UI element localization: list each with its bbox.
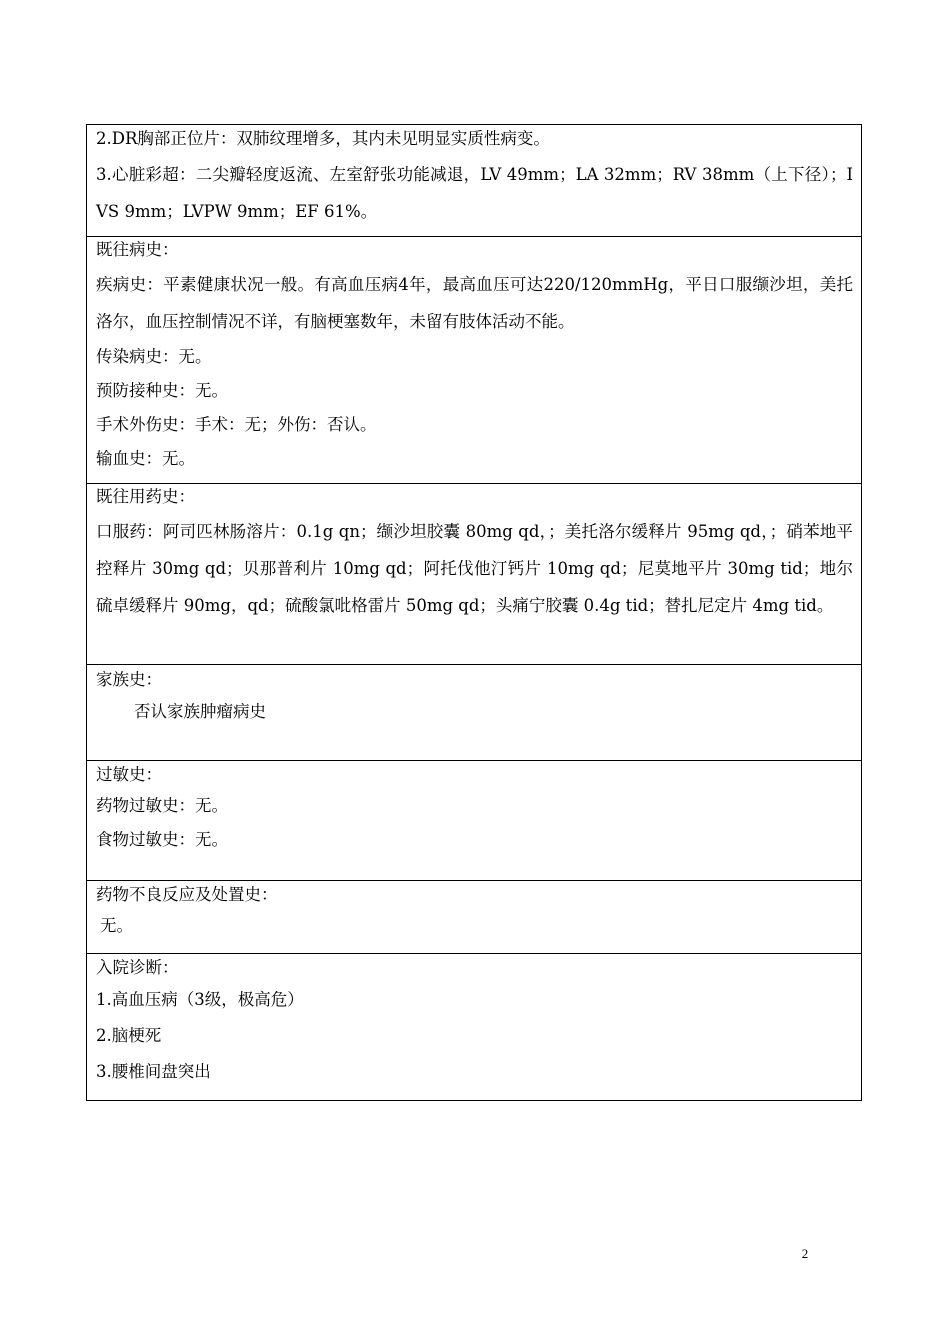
- family-history-title: 家族史：: [96, 670, 162, 689]
- food-allergy-history: 食物过敏史：无。: [96, 830, 228, 849]
- adverse-reaction-section: [87, 880, 861, 953]
- oral-medication-list: 口服药：阿司匹林肠溶片：0.1g qn；缬沙坦胶囊 80mg qd，；美托洛尔缓释片 95mg qd，；硝苯地平控释片 30mg qd；贝那普利片 10mg qd；阿托伐他汀钙片 10mg qd；尼莫地平片 30mg tid；地尔硫卓缓释片 90mg，qd；硫酸氯吡格雷片 50mg qd；头痛宁胶囊 0.4g tid；替扎尼定片 4mg tid。: [96, 522, 853, 615]
- adverse-reaction-content: 无。: [100, 916, 133, 935]
- drug-allergy-history: 药物过敏史：无。: [96, 796, 228, 815]
- vaccination-history: 预防接种史：无。: [96, 381, 228, 400]
- surgery-trauma-history: 手术外伤史：手术：无；外伤：否认。: [96, 415, 377, 434]
- medication-history-title: 既往用药史：: [96, 487, 195, 506]
- dr-chest-result: 2.DR胸部正位片：双肺纹理增多，其内未见明显实质性病变。: [96, 129, 550, 148]
- page-number: 2: [801, 1246, 809, 1261]
- infectious-history: 传染病史：无。: [96, 347, 212, 366]
- diagnosis-item: 1.高血压病（3级，极高危）: [96, 990, 304, 1009]
- admission-diagnosis-section: [87, 953, 861, 1100]
- family-history-section: [87, 664, 861, 760]
- echocardiography-result: 3.心脏彩超：二尖瓣轻度返流、左室舒张功能减退，LV 49mm；LA 32mm；RV 38mm（上下径）；IVS 9mm；LVPW 9mm；EF 61%。: [96, 165, 853, 221]
- exam-results-section: [87, 126, 861, 236]
- disease-history: 疾病史：平素健康状况一般。有高血压病4年，最高血压可达220/120mmHg，平日口服缬沙坦，美托洛尔，血压控制情况不详，有脑梗塞数年，未留有肢体活动不能。: [96, 275, 853, 331]
- past-history-title: 既往病史：: [96, 240, 179, 259]
- past-history-section: [87, 236, 861, 483]
- admission-diagnosis-title: 入院诊断：: [96, 958, 179, 977]
- medication-history-section: [87, 483, 861, 664]
- allergy-history-section: [87, 760, 861, 880]
- family-history-content: 否认家族肿瘤病史: [134, 702, 266, 721]
- diagnosis-item: 2.脑梗死: [96, 1026, 162, 1045]
- diagnosis-item: 3.腰椎间盘突出: [96, 1062, 211, 1081]
- allergy-history-title: 过敏史：: [96, 765, 162, 784]
- transfusion-history: 输血史：无。: [96, 449, 195, 468]
- medical-record-table: [86, 124, 862, 1101]
- adverse-reaction-title: 药物不良反应及处置史：: [96, 885, 278, 904]
